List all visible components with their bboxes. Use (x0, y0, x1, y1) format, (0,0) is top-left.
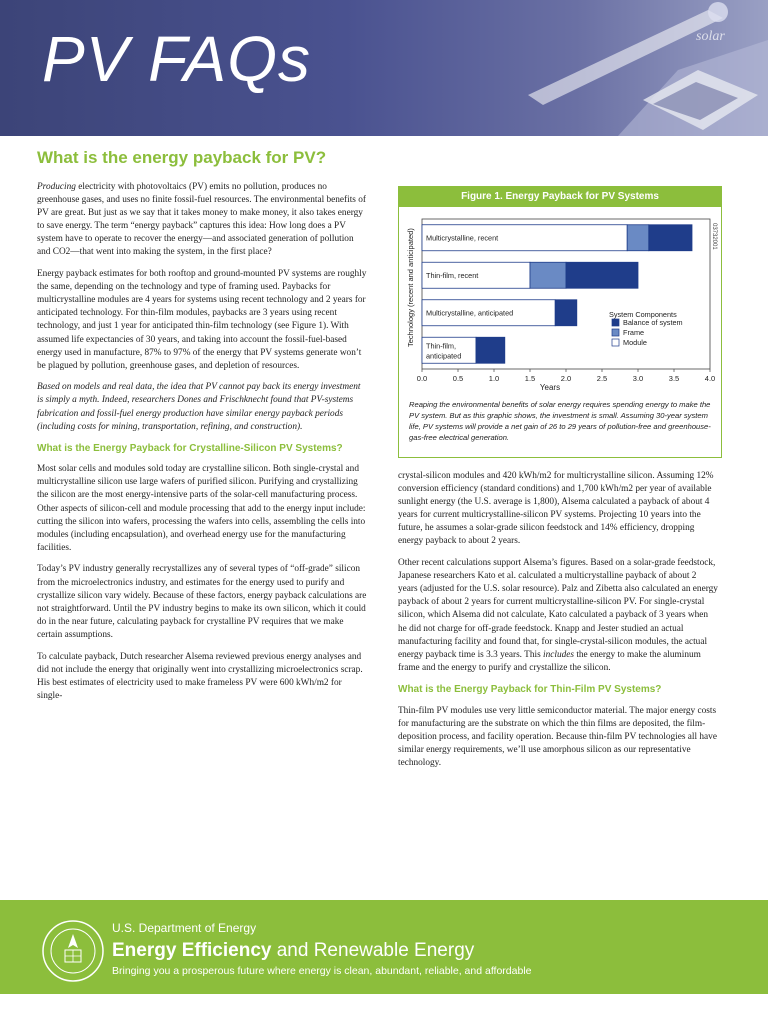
right-column (398, 470, 718, 778)
bar-3-2 (476, 337, 505, 363)
category-label-0: Multicrystalline, recent (426, 233, 499, 243)
figure-1 (398, 186, 722, 458)
footer-department: U.S. Department of Energy (112, 921, 257, 935)
crystalline-paragraph-1: Most solar cells and modules sold today are crystalline silicon. Both single-crystal and multicrystalline silicon use large wafers of purified silicon. Purifying and crystallizing the silicon are the most energy-intensive parts of the solar-cell manufacturing process. Other aspects of silicon-cell and module processing that add to the energy input include: cutting the silicon into wafers, processing the wafers into cells, assembling the cells into modules (including encapsulation), and overhead energy use for the manufacturing facilities. (37, 464, 366, 553)
energy-payback-chart (399, 207, 721, 397)
header-banner (0, 0, 768, 136)
legend-swatch-1 (612, 329, 619, 336)
date-stamp: 03732001 (711, 223, 717, 250)
other-calculations-paragraph: Other recent calculations support Alsema’s figures. Based on a solar-grade feedstock, Japanese researchers Kato et al. calculated a multicrystalline payback of about 2 years (adjusted for the U.S. solar resource). Palz and Zibetta also calculated an energy payback of about 2 years for current multicrystalline-silicon PV. For single-crystal silicon, which Alsema did not calculate, Kato calculated a payback of 3 years when he did not charge for off-grade feedstock. Knapp and Jester studied an actual manufacturing facility and found that, for single-crystal-silicon modules, the actual energy payback time is 3.3 years. This includes the energy to make the aluminum frame and the energy to purify and crystallize the silicon. (398, 558, 718, 673)
crystalline-heading: What is the Energy Payback for Crystalline-Silicon PV Systems? (37, 443, 343, 455)
legend-swatch-0 (612, 319, 619, 326)
doe-seal-icon (40, 918, 106, 984)
payback-estimates-paragraph: Energy payback estimates for both rooftop and ground-mounted PV systems are roughly the same, depending on the technology and type of framing used. Paybacks for multicrystalline modules are 4 years for systems using recent technology and 2 years for anticipated technology. For thin-film modules, paybacks are 3 years using recent technology, and just 1 year for anticipated thin-film technology (see Figure 1). With assumed life expectancies of 30 years, and taking into account the fossil-fuel-based energy used in manufacture, 87% to 97% of the energy that PV systems generate won’t be plagued by pollution, greenhouse gases, and depletion of resources. (37, 269, 367, 371)
x-tick-label-5: 2.5 (596, 374, 608, 383)
legend-swatch-2 (612, 339, 619, 346)
y-axis-label: Technology (recent and anticipated) (406, 228, 415, 347)
footer-office: Energy Efficiency and Renewable Energy (112, 940, 475, 961)
figure-caption: Reaping the environmental benefits of solar energy requires spending energy to make the PV system. But as this graphic shows, the investment is small. Assuming 30-year system life, PV systems will provide a net gain of 26 to 29 years of pollution-free and greenhouse-gas-free electrical generation. (409, 400, 711, 442)
legend-label-0: Balance of system (623, 318, 683, 327)
legend-label-2: Module (623, 338, 647, 347)
footer-tagline: Bringing you a prosperous future where energy is clean, abundant, reliable, and affordable (112, 965, 532, 977)
category-label-2: Multicrystalline, anticipated (426, 308, 514, 318)
thin-film-heading: What is the Energy Payback for Thin-Film PV Systems? (398, 684, 662, 696)
x-tick-label-6: 3.0 (632, 374, 644, 383)
bar-1-1 (530, 262, 566, 288)
category-label-3-b: anticipated (426, 351, 462, 361)
legend-title: System Components (609, 310, 677, 319)
intro-paragraph: Producing electricity with photovoltaics (PV) emits no pollution, produces no greenhouse gases, and uses no finite fossil-fuel resources. The environmental benefits of PV are great. But just as we say that it takes money to make money, it also takes energy to save energy. The term “energy payback” captures this idea: How long does a PV system have to operate to recover the energy—and associated generation of pollution and CO2—that went into making the system, in the first place? (37, 182, 366, 258)
left-column (37, 181, 367, 711)
x-tick-label-1: 0.5 (452, 374, 464, 383)
x-tick-label-2: 1.0 (488, 374, 500, 383)
bar-0-2 (649, 225, 692, 251)
x-tick-label-3: 1.5 (524, 374, 536, 383)
page-header-title: PV FAQs (42, 23, 311, 95)
thin-film-paragraph: Thin-film PV modules use very little semiconductor material. The major energy costs for manufacturing are the substrate on which the thin films are deposited, the film-deposition process, and facility operation. Because thin-film PV technologies all have similar energy requirements, we’ll use amorphous silicon as our representative technology. (398, 705, 717, 768)
figure-title: Figure 1. Energy Payback for PV Systems (399, 187, 721, 207)
category-label-3-a: Thin-film, (426, 341, 456, 351)
bar-0-1 (627, 225, 649, 251)
crystalline-paragraph-2: Today’s PV industry generally recrystallizes any of several types of “off-grade” silicon from the microelectronics industry, and estimates for the energy used to purify and crystallize silicon vary widely. Because of these factors, energy payback calculations are not straightforward. Until the PV industry begins to make its own silicon, which it could do in the near future, calculating payback for crystalline PV requires that we make certain assumptions. (37, 564, 367, 640)
header-art-label: solar (696, 29, 725, 44)
x-tick-label-4: 2.0 (560, 374, 572, 383)
bar-2-2 (555, 300, 577, 326)
page-title: What is the energy payback for PV? (37, 148, 327, 167)
alsema-paragraph: crystal-silicon modules and 420 kWh/m2 for multicrystalline silicon. Assuming 12% conversion efficiency (standard conditions) and 1,700 kWh/m2 per year of available sunlight energy (the U.S. average is 1,800), Alsema calculated a payback of about 4 years for current multicrystalline-silicon PV systems. Projecting 10 years into the future, he assumes a solar-grade silicon feedstock and 14% efficiency, dropping energy payback to about 2 years. (398, 471, 714, 547)
bar-1-2 (566, 262, 638, 288)
crystalline-paragraph-3: To calculate payback, Dutch researcher Alsema reviewed previous energy analyses and did not include the energy that originally went into crystallizing microelectronics scrap. His best estimates of electricity used to make frameless PV were 600 kWh/m2 for single- (37, 651, 363, 701)
myth-paragraph: Based on models and real data, the idea that PV cannot pay back its energy investment is simply a myth. Indeed, researchers Dones and Frischknecht found that PV-systems fabrication and fossil-fuel energy production have similar energy payback periods (including costs for mining, transportation, refining, and construction). (37, 382, 361, 432)
x-axis-label: Years (539, 383, 561, 392)
x-tick-label-8: 4.0 (704, 374, 716, 383)
header-illustration (468, 0, 768, 136)
legend-label-1: Frame (623, 328, 645, 337)
category-label-1: Thin-film, recent (426, 270, 479, 280)
x-tick-label-7: 3.5 (668, 374, 680, 383)
x-tick-label-0: 0.0 (416, 374, 428, 383)
